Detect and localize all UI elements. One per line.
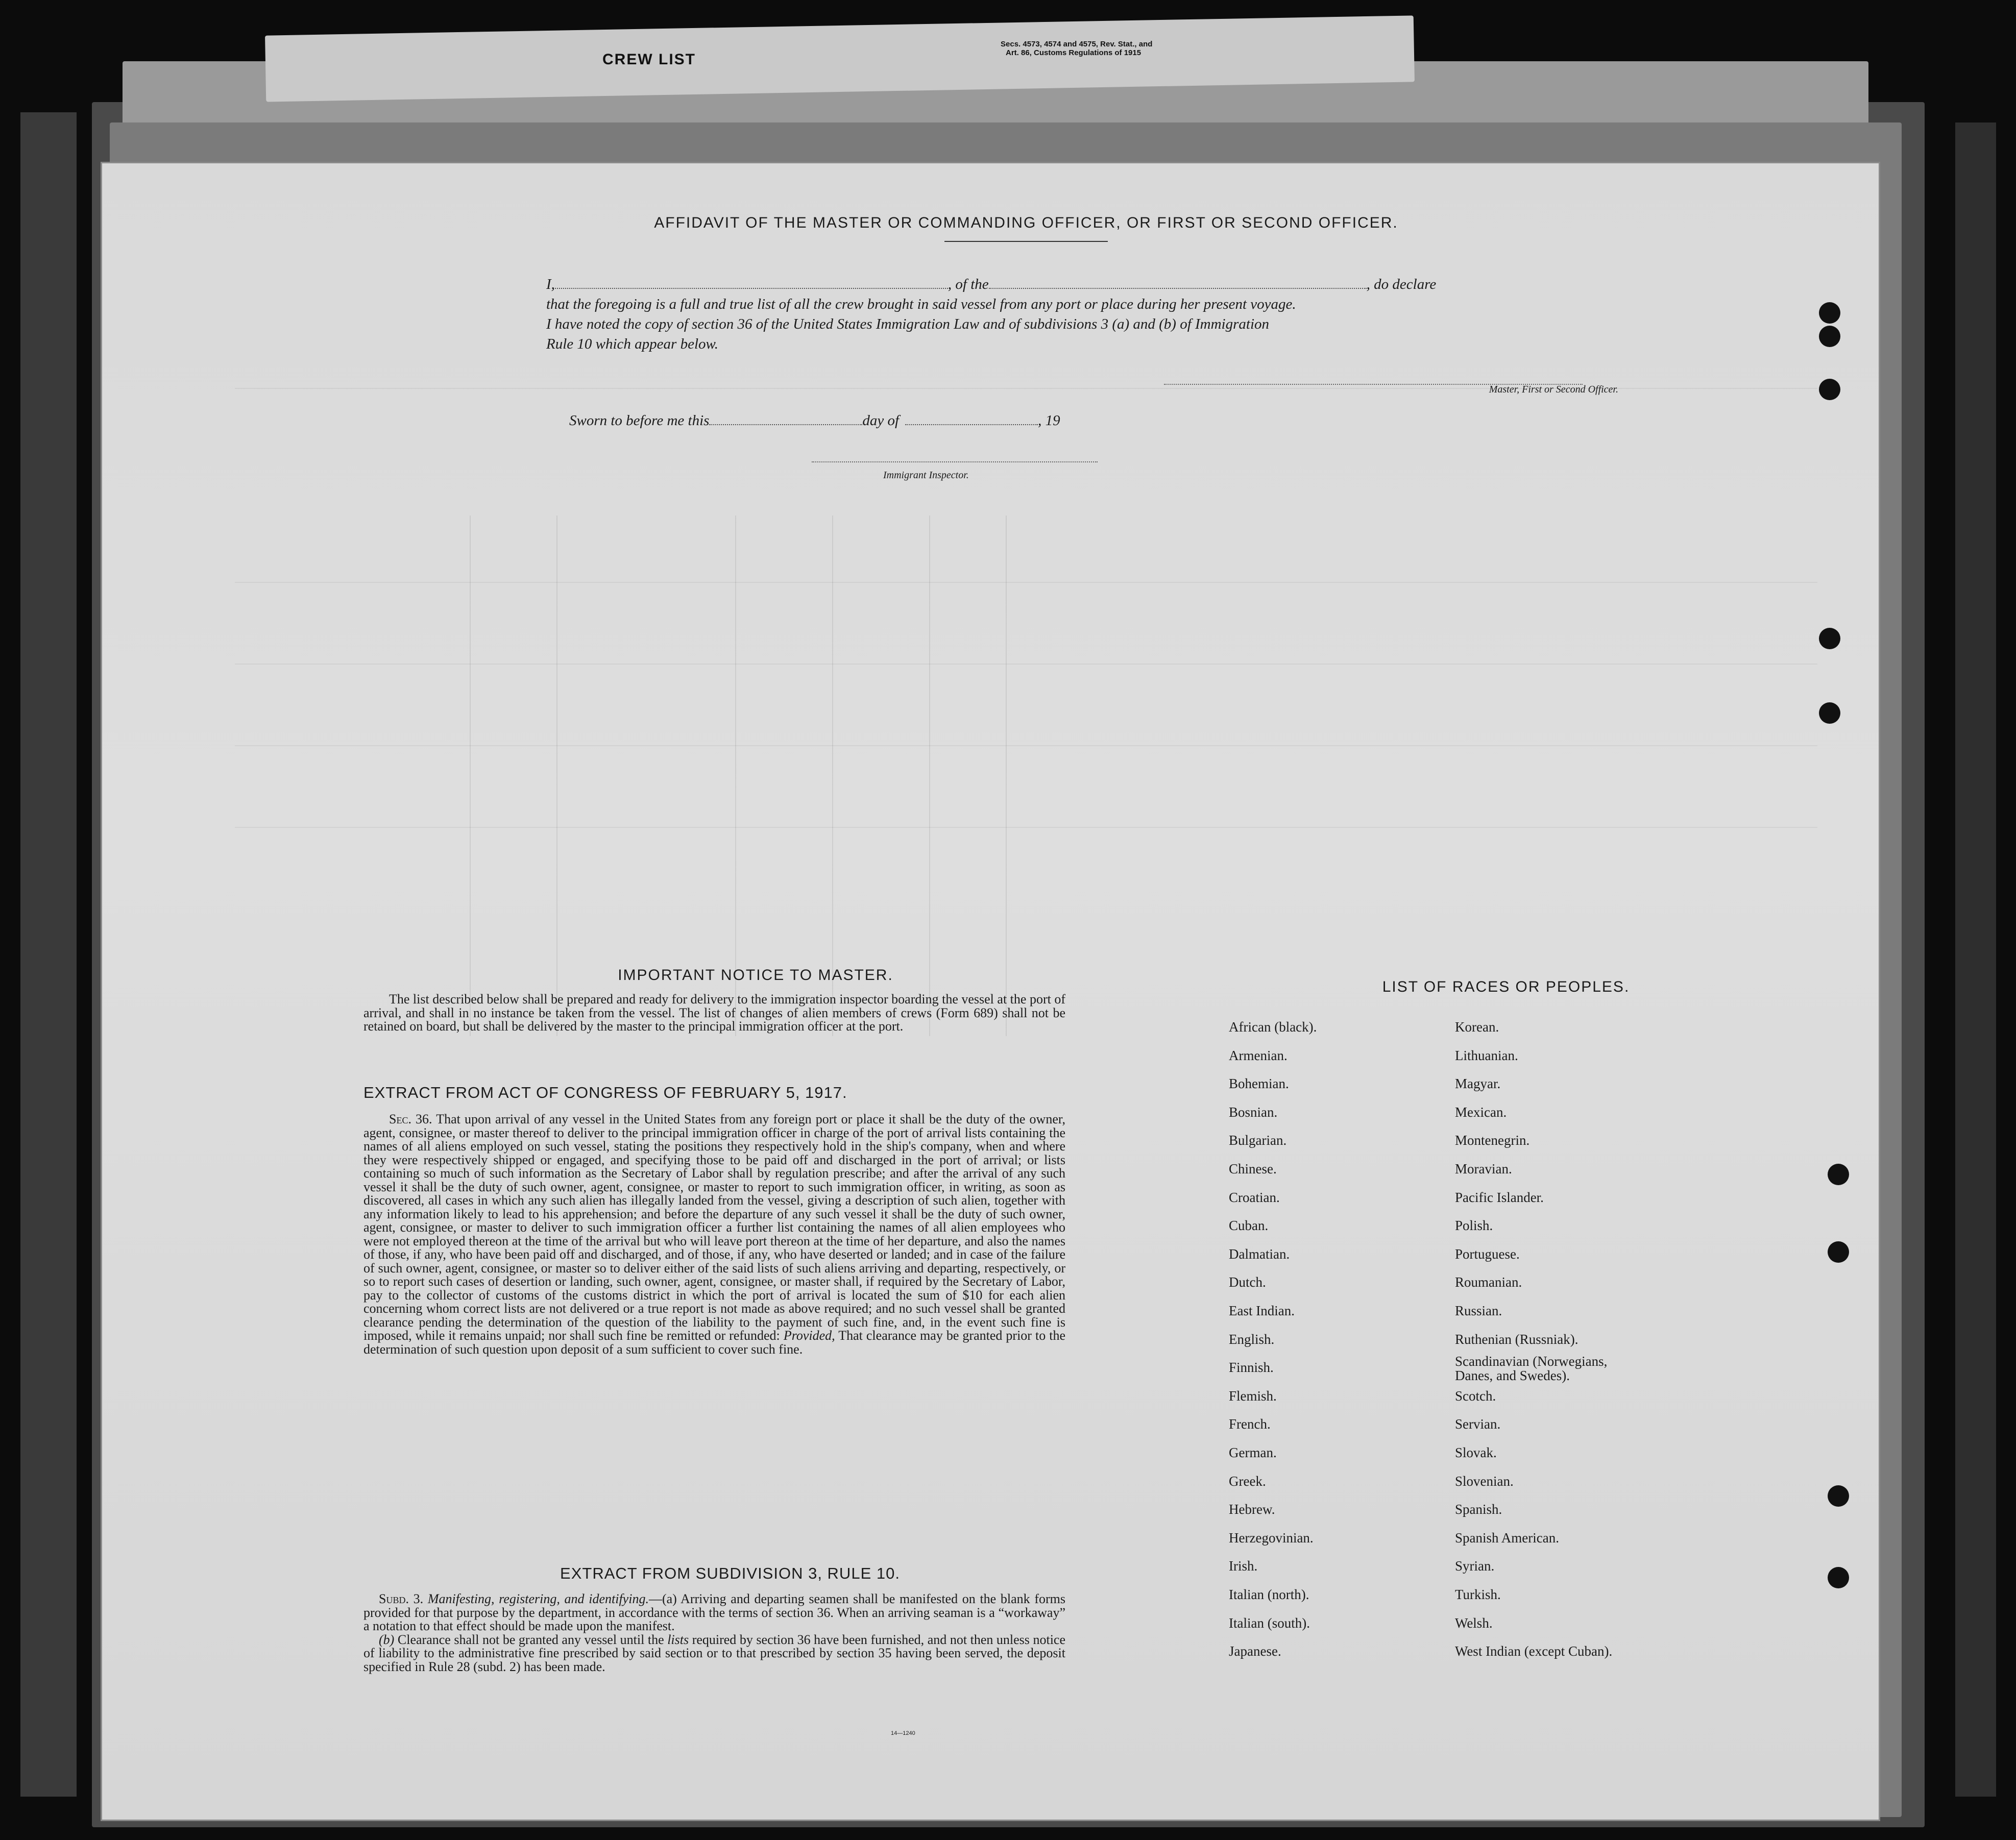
race-item: Armenian. <box>1229 1047 1288 1063</box>
form-number: 14—1240 <box>891 1730 915 1736</box>
section-label: Sec. 36. <box>389 1112 432 1126</box>
punch-hole <box>1828 1485 1849 1507</box>
affidavit-title: AFFIDAVIT OF THE MASTER OR COMMANDING OFFICER, OR FIRST OR SECOND OFFICER. <box>654 214 1398 231</box>
declaration-line-4: Rule 10 which appear below. <box>546 336 718 352</box>
race-item: Italian (north). <box>1229 1587 1309 1602</box>
race-item: Mexican. <box>1455 1104 1507 1120</box>
of-the-label: , of the <box>948 276 989 292</box>
race-item: Hebrew. <box>1229 1502 1275 1517</box>
race-item: Lithuanian. <box>1455 1047 1518 1063</box>
extract-act-title: EXTRACT FROM ACT OF CONGRESS OF FEBRUARY 5, 1917. <box>363 1084 847 1101</box>
section-36-body: That upon arrival of any vessel in the United States from any foreign port or place it shall be the duty of the owner, agent, consignee, or master thereof to deliver to the principal immigration officer in charge of the port of arrival lists containing the names of all aliens employed on such vessel, stating the positions they respectively hold in the ship's company, when and where they were respectively shipped or engaged, and specifying those to be paid off and discharged in the port of arrival; or lists containing so much of such information as the Secretary of Labor shall by regulation prescribe; and after the arrival of any such vessel it shall be the duty of such owner, agent, consignee, or master to report to such immigration officer, in writing, as soon as discovered, all cases in which any such alien has illegally landed from the vessel, giving a description of such alien, together with any information likely to lead to his apprehension; and before the departure of any such vessel it shall be the duty of such owner, agent, consignee, or master to deliver to such immigration officer a further list containing the names of all alien employees who were not employed thereon at the time of the arrival but who will leave port thereon at the time of her departure, and also the names of those, if any, who have been paid off and discharged, and of those, if any, who have deserted or landed; and in case of the failure of such owner, agent, consignee, or master so to deliver either of the said lists of such aliens arriving and departing, respectively, or so to report such cases of desertion or landing, such owner, agent, consignee, or master shall, if required by the Secretary of Labor, pay to the collector of customs of the customs district in which the port of arrival is located the sum of $10 for each alien concerning whom correct lists are not delivered or a true report is not made as above required; and no such vessel shall be granted clearance pending the determination of the question of the liability to the payment of such fine, and, in the event such fine is imposed, while it remains unpaid; nor shall such fine be remitted or refunded: <box>363 1112 1065 1343</box>
punch-hole <box>1828 1241 1849 1263</box>
race-item: Slovenian. <box>1455 1473 1514 1489</box>
race-item: Korean. <box>1455 1019 1499 1035</box>
inspector-label: Immigrant Inspector. <box>883 470 969 481</box>
punch-hole <box>1819 302 1840 324</box>
sworn-label: Sworn to before me this <box>569 412 710 429</box>
ghost-column <box>735 516 736 1036</box>
subd-a-body: —(a) Arriving and departing seamen shall be manifested on the blank forms provided for that purpose by the department, in accordance with the terms of section 36. When an arriving seaman is a “workaway” a notation to that effect should be made upon the manifest. <box>363 1591 1065 1633</box>
race-item: Finnish. <box>1229 1360 1274 1376</box>
race-item: Herzegovinian. <box>1229 1530 1314 1545</box>
punch-hole <box>1819 326 1840 347</box>
subd-label: Subd. 3. <box>379 1591 424 1606</box>
race-item: Japanese. <box>1229 1643 1281 1659</box>
master-signature-label: Master, First or Second Officer. <box>1489 384 1618 395</box>
race-item: German. <box>1229 1445 1277 1460</box>
title-rule <box>944 241 1108 242</box>
race-item: Welsh. <box>1455 1615 1493 1631</box>
subdivision-b <box>363 1633 1065 1674</box>
race-item: Moravian. <box>1455 1161 1512 1176</box>
provided-label: Provided, <box>783 1328 835 1343</box>
subd-b-body-1: Clearance shall not be granted any vessel until the <box>397 1632 664 1647</box>
race-item: West Indian (except Cuban). <box>1455 1643 1613 1659</box>
race-item: Italian (south). <box>1229 1615 1310 1631</box>
race-item: Montenegrin. <box>1455 1133 1530 1148</box>
binder-edge-left <box>20 112 77 1797</box>
punch-hole <box>1828 1567 1849 1588</box>
race-item: Dutch. <box>1229 1274 1266 1290</box>
race-item: Flemish. <box>1229 1388 1277 1404</box>
statute-line-2: Art. 86, Customs Regulations of 1915 <box>1006 48 1141 57</box>
race-item: French. <box>1229 1416 1271 1432</box>
race-item: Spanish American. <box>1455 1530 1559 1545</box>
race-item: Croatian. <box>1229 1189 1280 1205</box>
punch-hole <box>1828 1164 1849 1185</box>
day-of-label: day of <box>862 412 900 429</box>
race-item: Bohemian. <box>1229 1076 1289 1092</box>
ghost-row <box>235 582 1817 583</box>
race-item: Spanish. <box>1455 1502 1502 1517</box>
subd-b-body-2: required by section 36 have been furnished, and not then unless notice of liability to the administrative fine prescribed by said section or to that prescribed by section 35 having been served, the deposit specified in Rule 28 (subd. 2) has been made. <box>363 1632 1066 1674</box>
race-item: East Indian. <box>1229 1303 1295 1318</box>
race-item: Cuban. <box>1229 1218 1269 1234</box>
declaration-line-3: I have noted the copy of section 36 of the United States Immigration Law and of subdivisions 3 (a) and (b) of Immigration <box>546 316 1270 332</box>
do-declare-label: , do declare <box>1366 276 1437 292</box>
race-item: Roumanian. <box>1455 1274 1522 1290</box>
affidavit-declaration <box>546 275 1598 354</box>
race-item: Irish. <box>1229 1558 1258 1574</box>
race-item: Magyar. <box>1455 1076 1501 1092</box>
declaration-line-1 <box>546 275 1598 295</box>
i-label: I, <box>546 276 555 292</box>
race-item: Slovak. <box>1455 1445 1497 1460</box>
race-item: Pacific Islander. <box>1455 1189 1544 1205</box>
notice-body: The list described below shall be prepared and ready for delivery to the immigration inspector boarding the vessel at the port of arrival, and shall in no instance be taken from the vessel. The list of changes of alien members of crews (Form 689) shall not be retained on board, but shall be delivered by the master to the principal immigration officer at the port. <box>363 992 1065 1034</box>
manifest-page <box>102 163 1879 1820</box>
race-item: Syrian. <box>1455 1558 1495 1574</box>
sworn-day-field[interactable] <box>709 413 862 425</box>
ghost-row <box>235 827 1817 828</box>
subd-heading: Manifesting, registering, and identifying. <box>427 1591 649 1606</box>
race-item: Turkish. <box>1455 1587 1501 1602</box>
race-item: Bulgarian. <box>1229 1133 1287 1148</box>
statute-reference <box>1001 40 1358 57</box>
races-title: LIST OF RACES OR PEOPLES. <box>1382 978 1630 995</box>
race-item: Greek. <box>1229 1473 1266 1489</box>
race-item: Polish. <box>1455 1218 1493 1234</box>
race-item: English. <box>1229 1331 1275 1347</box>
subd-b-lists: lists <box>667 1632 689 1647</box>
declaration-line-2: that the foregoing is a full and true list of all the crew brought in said vessel from any port or place during her present voyage. <box>546 296 1296 312</box>
binder-edge-right <box>1955 122 1996 1797</box>
race-item: Bosnian. <box>1229 1104 1278 1120</box>
race-item: African (black). <box>1229 1019 1317 1035</box>
subdivision-3-text <box>363 1592 1065 1674</box>
ghost-row <box>235 664 1817 665</box>
subdivision-a <box>363 1592 1065 1633</box>
master-name-field[interactable] <box>555 277 948 289</box>
punch-hole <box>1819 379 1840 400</box>
punch-hole <box>1819 628 1840 649</box>
sworn-line <box>569 412 1060 429</box>
ghost-row <box>235 745 1817 746</box>
vessel-name-field[interactable] <box>989 277 1367 289</box>
punch-hole <box>1819 702 1840 724</box>
extract-rule-title: EXTRACT FROM SUBDIVISION 3, RULE 10. <box>560 1564 900 1582</box>
section-36-text <box>363 1113 1065 1356</box>
section-36-tail: That clearance may be granted prior to the determination of such question upon deposit of a sum sufficient to cover such fine. <box>363 1328 1065 1357</box>
ghost-column <box>556 516 557 1036</box>
race-item: Ruthenian (Russniak). <box>1455 1331 1578 1347</box>
statute-line-1: Secs. 4573, 4574 and 4575, Rev. Stat., and <box>1001 40 1153 48</box>
race-item: Dalmatian. <box>1229 1246 1290 1262</box>
notice-title: IMPORTANT NOTICE TO MASTER. <box>618 967 893 984</box>
subd-b-label: (b) <box>379 1632 395 1647</box>
race-item: Portuguese. <box>1455 1246 1520 1262</box>
ghost-column <box>470 516 471 1036</box>
race-item: Scotch. <box>1455 1388 1496 1404</box>
sworn-month-field[interactable] <box>905 413 1038 425</box>
year-label: , 19 <box>1038 412 1060 429</box>
crew-list-tab: CREW LIST <box>602 51 696 68</box>
race-item: Servian. <box>1455 1416 1501 1432</box>
ghost-column <box>929 516 930 1036</box>
ghost-column <box>832 516 833 1036</box>
race-item: Chinese. <box>1229 1161 1277 1176</box>
race-item: Russian. <box>1455 1303 1502 1318</box>
inspector-signature-field[interactable] <box>812 461 1098 462</box>
race-item: Scandinavian (Norwegians, Danes, and Swedes). <box>1455 1354 1608 1384</box>
ghost-column <box>1006 516 1007 1036</box>
